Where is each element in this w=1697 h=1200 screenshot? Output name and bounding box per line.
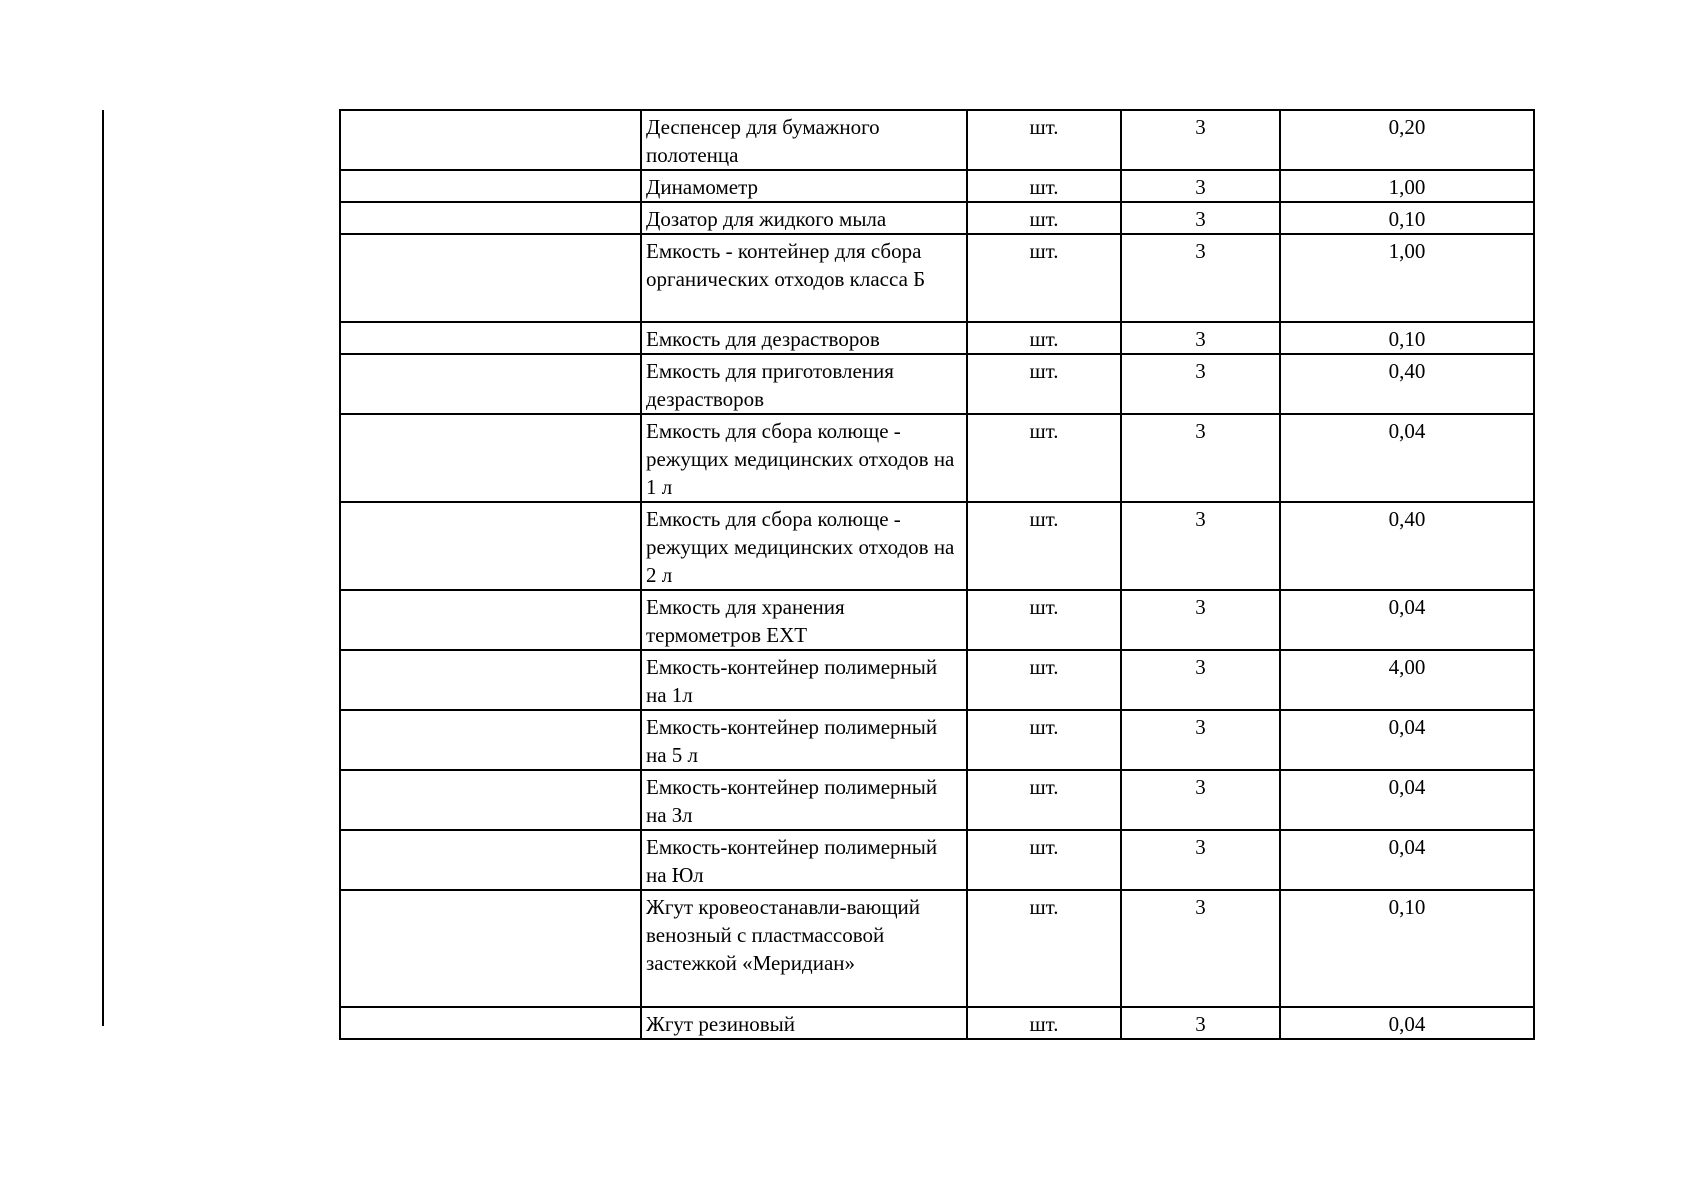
table-row <box>340 502 1534 590</box>
item-unit: шт. <box>967 234 1121 322</box>
item-qty: 3 <box>1121 202 1280 234</box>
empty-cell <box>340 502 641 590</box>
table-row <box>340 202 1534 234</box>
item-qty: 3 <box>1121 590 1280 650</box>
table-row <box>340 1007 1534 1039</box>
item-name: Жгут резиновый <box>641 1007 967 1039</box>
item-unit: шт. <box>967 322 1121 354</box>
item-unit: шт. <box>967 650 1121 710</box>
table-row <box>340 830 1534 890</box>
item-qty: 3 <box>1121 830 1280 890</box>
item-qty: 3 <box>1121 1007 1280 1039</box>
table-row <box>340 770 1534 830</box>
item-qty: 3 <box>1121 710 1280 770</box>
empty-cell <box>340 590 641 650</box>
table-row <box>340 650 1534 710</box>
item-name: Емкость для хранения термометров ЕХТ <box>641 590 967 650</box>
item-value: 4,00 <box>1280 650 1534 710</box>
empty-cell <box>340 710 641 770</box>
item-qty: 3 <box>1121 234 1280 322</box>
table-row <box>340 590 1534 650</box>
item-name: Жгут кровеостанавли-вающий венозный с пластмассовой застежкой «Меридиан» <box>641 890 967 1007</box>
item-unit: шт. <box>967 202 1121 234</box>
item-qty: 3 <box>1121 354 1280 414</box>
table-row <box>340 354 1534 414</box>
empty-cell <box>340 354 641 414</box>
empty-cell <box>340 890 641 1007</box>
item-name: Емкость-контейнер полимерный на Юл <box>641 830 967 890</box>
empty-cell <box>340 830 641 890</box>
item-value: 0,10 <box>1280 322 1534 354</box>
item-unit: шт. <box>967 710 1121 770</box>
item-name: Емкость-контейнер полимерный на 1л <box>641 650 967 710</box>
item-unit: шт. <box>967 110 1121 170</box>
item-qty: 3 <box>1121 770 1280 830</box>
item-qty: 3 <box>1121 170 1280 202</box>
item-unit: шт. <box>967 890 1121 1007</box>
table-row <box>340 322 1534 354</box>
empty-cell <box>340 202 641 234</box>
item-name: Емкость-контейнер полимерный на 5 л <box>641 710 967 770</box>
table-row <box>340 710 1534 770</box>
item-unit: шт. <box>967 170 1121 202</box>
empty-cell <box>340 650 641 710</box>
item-unit: шт. <box>967 590 1121 650</box>
item-qty: 3 <box>1121 502 1280 590</box>
table-row <box>340 234 1534 322</box>
item-value: 0,04 <box>1280 1007 1534 1039</box>
item-qty: 3 <box>1121 414 1280 502</box>
item-name: Емкость для дезрастворов <box>641 322 967 354</box>
item-qty: 3 <box>1121 890 1280 1007</box>
item-qty: 3 <box>1121 322 1280 354</box>
item-name: Деспенсер для бумажного полотенца <box>641 110 967 170</box>
left-margin-rule <box>102 110 104 1026</box>
empty-cell <box>340 110 641 170</box>
empty-cell <box>340 322 641 354</box>
empty-cell <box>340 414 641 502</box>
item-unit: шт. <box>967 414 1121 502</box>
item-value: 0,04 <box>1280 830 1534 890</box>
item-unit: шт. <box>967 770 1121 830</box>
item-name: Емкость для сбора колюще - режущих медицинских отходов на 2 л <box>641 502 967 590</box>
item-unit: шт. <box>967 354 1121 414</box>
table-row <box>340 110 1534 170</box>
table-row <box>340 890 1534 1007</box>
item-unit: шт. <box>967 502 1121 590</box>
item-name: Дозатор для жидкого мыла <box>641 202 967 234</box>
item-value: 1,00 <box>1280 170 1534 202</box>
item-name: Емкость для приготовления дезрастворов <box>641 354 967 414</box>
item-name: Емкость для сбора колюще - режущих медицинских отходов на 1 л <box>641 414 967 502</box>
equipment-table <box>339 109 1535 1040</box>
empty-cell <box>340 234 641 322</box>
item-name: Динамометр <box>641 170 967 202</box>
item-name: Емкость - контейнер для сбора органических отходов класса Б <box>641 234 967 322</box>
item-value: 0,10 <box>1280 202 1534 234</box>
empty-cell <box>340 770 641 830</box>
item-qty: 3 <box>1121 110 1280 170</box>
table-row <box>340 414 1534 502</box>
empty-cell <box>340 170 641 202</box>
item-name: Емкость-контейнер полимерный на Зл <box>641 770 967 830</box>
item-unit: шт. <box>967 1007 1121 1039</box>
item-value: 0,20 <box>1280 110 1534 170</box>
item-unit: шт. <box>967 830 1121 890</box>
table-row <box>340 170 1534 202</box>
item-value: 0,04 <box>1280 590 1534 650</box>
item-qty: 3 <box>1121 650 1280 710</box>
item-value: 1,00 <box>1280 234 1534 322</box>
item-value: 0,10 <box>1280 890 1534 1007</box>
item-value: 0,04 <box>1280 710 1534 770</box>
item-value: 0,04 <box>1280 414 1534 502</box>
item-value: 0,40 <box>1280 502 1534 590</box>
item-value: 0,40 <box>1280 354 1534 414</box>
item-value: 0,04 <box>1280 770 1534 830</box>
empty-cell <box>340 1007 641 1039</box>
